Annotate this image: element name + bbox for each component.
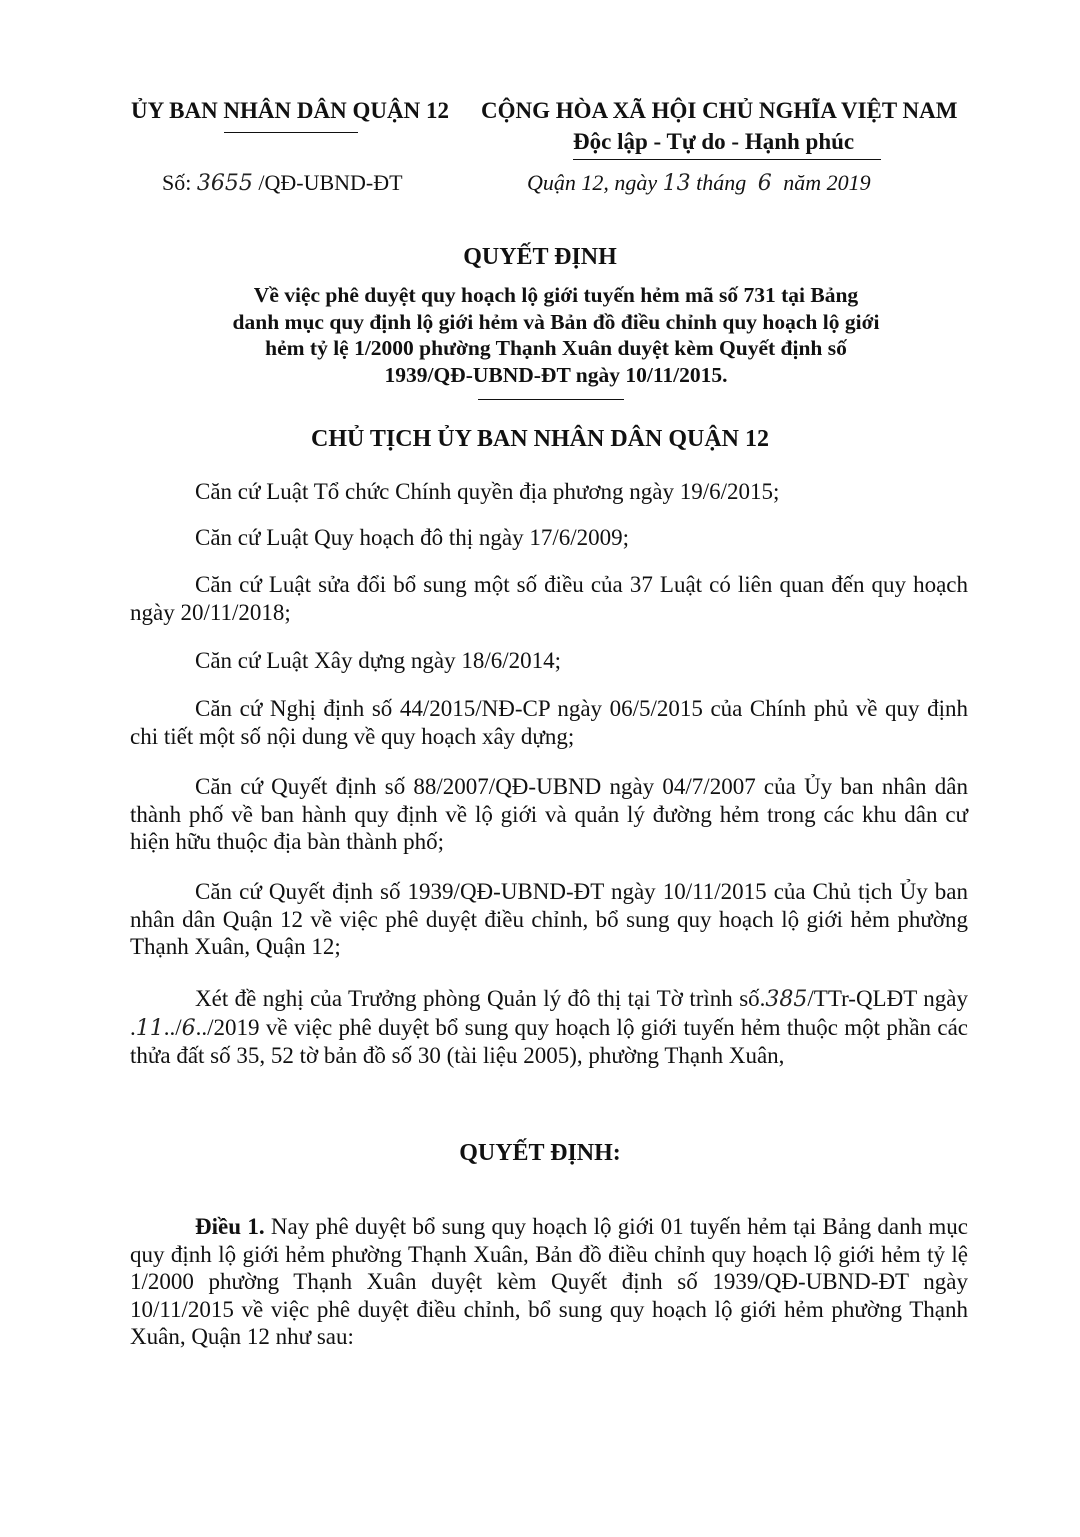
legal-basis-3: Căn cứ Luật sửa đổi bổ sung một số điều của 37 Luật có liên quan đến quy hoạch ngày 20/11/2018; (130, 572, 968, 625)
date-prefix: Quận 12, ngày (527, 170, 658, 195)
document-title: QUYẾT ĐỊNH (463, 244, 617, 270)
decision-heading: QUYẾT ĐỊNH: (459, 1140, 621, 1166)
consideration-part1: Xét đề nghị của Trưởng phòng Quản lý đô thị tại Tờ trình số. (195, 986, 766, 1011)
consideration-paragraph (130, 985, 968, 1070)
date-month-handwritten: 6 (757, 171, 772, 196)
legal-basis-1: Căn cứ Luật Tổ chức Chính quyền địa phương ngày 19/6/2015; (195, 479, 780, 504)
motto-underline (573, 159, 881, 160)
number-prefix: Số: (162, 170, 192, 195)
motto: Độc lập - Tự do - Hạnh phúc (573, 129, 855, 154)
number-suffix: /QĐ-UBND-ĐT (258, 170, 403, 195)
agency-name: ỦY BAN NHÂN DÂN QUẬN 12 (131, 98, 449, 123)
legal-basis-6: Căn cứ Quyết định số 88/2007/QĐ-UBND ngày 04/7/2007 của Ủy ban nhân dân thành phố về ban hành quy định về lộ giới và quản lý đường hẻm trong các khu dân cư hiện hữu thuộc địa bàn thành phố; (130, 774, 968, 854)
date-month-label: tháng (696, 170, 747, 195)
consideration-separator: ../ (163, 1014, 182, 1040)
document-date (527, 170, 871, 196)
legal-basis-5: Căn cứ Nghị định số 44/2015/NĐ-CP ngày 06/5/2015 của Chính phủ về quy định chi tiết một số nội dung về quy hoạch xây dựng; (130, 696, 968, 749)
legal-basis-4: Căn cứ Luật Xây dựng ngày 18/6/2014; (195, 648, 562, 673)
number-handwritten: 3655 (196, 171, 253, 196)
agency-underline (224, 132, 358, 133)
consideration-part2: /TTr-QLĐT ngày . (130, 986, 968, 1040)
date-year: năm 2019 (783, 170, 871, 195)
legal-basis-2: Căn cứ Luật Quy hoạch đô thị ngày 17/6/2009; (195, 525, 630, 550)
article-1-label: Điều 1. (195, 1214, 265, 1239)
issuer-heading: CHỦ TỊCH ỦY BAN NHÂN DÂN QUẬN 12 (310, 426, 769, 452)
proposal-number-handwritten: 385 (765, 987, 808, 1012)
article-1 (130, 1213, 968, 1351)
document-subject: Về việc phê duyệt quy hoạch lộ giới tuyến hẻm mã số 731 tại Bảng danh mục quy định lộ giới hẻm và Bản đồ điều chỉnh quy hoạch lộ giới hẻm tỷ lệ 1/2000 phường Thạnh Xuân duyệt kèm Quyết định số 1939/QĐ-UBND-ĐT ngày 10/11/2015. (232, 283, 880, 387)
proposal-day-handwritten: 11 (135, 1015, 164, 1041)
date-day-handwritten: 13 (662, 171, 691, 196)
consideration-part3: ../2019 về việc phê duyệt bổ sung quy hoạch lộ giới tuyến hẻm thuộc một phần các thửa đất số 35, 52 tờ bản đồ số 30 (tài liệu 2005), phường Thạnh Xuân, (130, 1014, 968, 1068)
document-number (162, 170, 403, 196)
legal-basis-7: Căn cứ Quyết định số 1939/QĐ-UBND-ĐT ngày 10/11/2015 của Chủ tịch Ủy ban nhân dân Quận 12 về việc phê duyệt điều chỉnh, bổ sung quy hoạch lộ giới hẻm phường Thạnh Xuân, Quận 12; (130, 879, 968, 959)
country-name: CỘNG HÒA XÃ HỘI CHỦ NGHĨA VIỆT NAM (481, 98, 958, 123)
proposal-month-handwritten: 6 (181, 1015, 196, 1041)
article-1-text: Nay phê duyệt bổ sung quy hoạch lộ giới 01 tuyến hẻm tại Bảng danh mục quy định lộ giới hẻm phường Thạnh Xuân, Bản đồ điều chỉnh quy hoạch lộ giới hẻm tỷ lệ 1/2000 phường Thạnh Xuân duyệt kèm Quyết định số 1939/QĐ-UBND-ĐT ngày 10/11/2015 về việc phê duyệt điều chỉnh, bổ sung quy hoạch lộ giới hẻm phường Thạnh Xuân, Quận 12 như sau: (130, 1214, 969, 1349)
subject-underline (478, 399, 624, 400)
